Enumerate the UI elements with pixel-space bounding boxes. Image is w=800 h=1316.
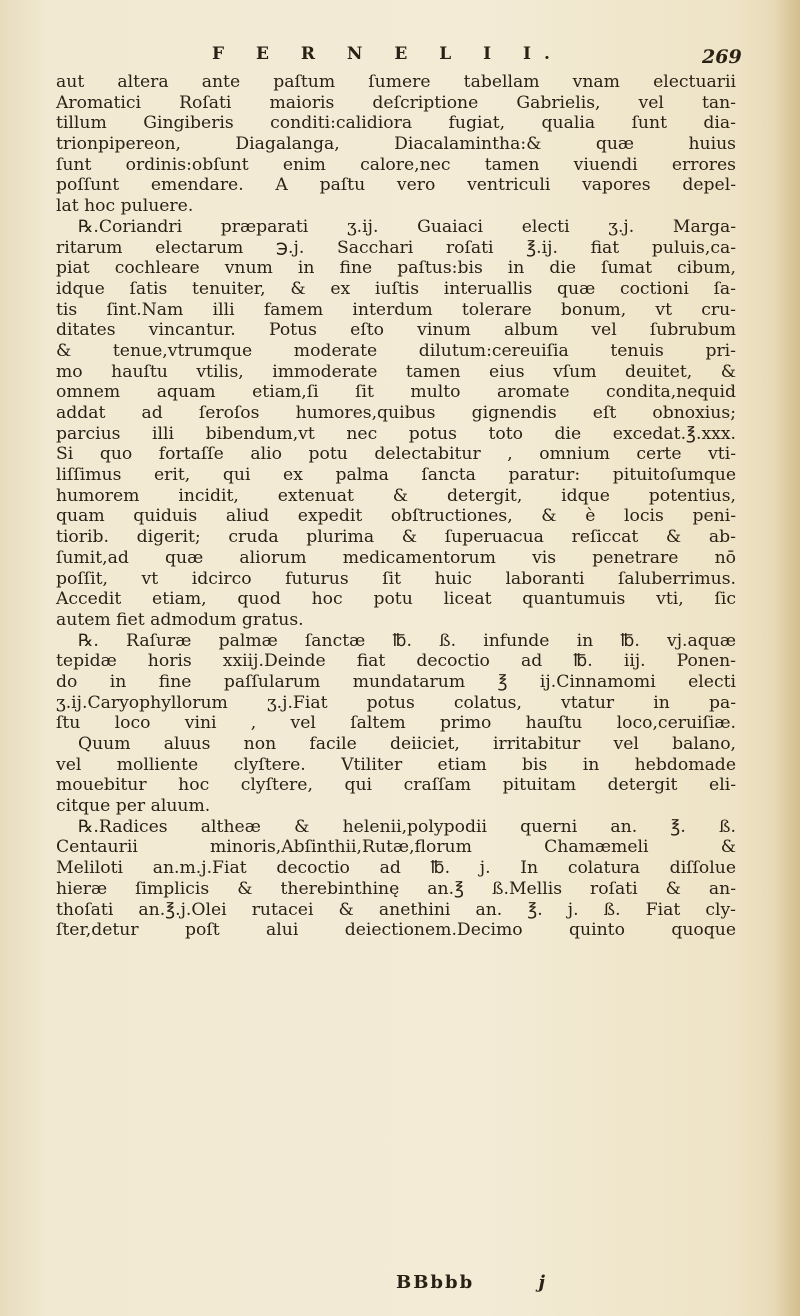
signature-mark [396, 1272, 547, 1293]
text-line: trionpipereon, Diagalanga, Diacalamintha:& quæ huius [56, 134, 736, 155]
text-line: addat ad ſeroſos humores,quibus gignendis eſt obnoxius; [56, 403, 736, 423]
text-line: Accedit etiam, quod hoc potu liceat quantumuis vti, ſic [56, 589, 736, 610]
text-line: piat cochleare vnum in fine paſtus:bis in die ſumat cibum, [56, 258, 736, 279]
text-line: do in fine paſſularum mundatarum ℥ ij.Cinnamomi electi [56, 671, 736, 692]
text-line: parcius illi bibendum,vt nec potus toto die excedat.℥.xxx. [56, 423, 736, 444]
text-line: idque ſatis tenuiter, & ex iuſtis interuallis quæ coctioni ſa- [56, 278, 736, 299]
recipe-line: ℞. Raſuræ palmæ ſanctæ ℔. ß. infunde in ℔. vj.aquæ [78, 630, 736, 651]
text-line: citque per aluum. [56, 796, 211, 817]
text-line: vel molliente clyſtere. Vtiliter etiam bis in hebdomade [56, 754, 736, 775]
text-line: Quum aluus non facile deiiciet, irritabitur vel balano, [78, 734, 736, 754]
text-line: tillum Gingiberis conditi:calidiora fugiat, qualia ſunt dia- [56, 113, 736, 134]
text-line: ſunt ordinis:obſunt enim calore,nec tamen viuendi errores [56, 154, 736, 175]
text-line: omnem aquam etiam,ſi ſit multo aromate condita,nequid [56, 382, 736, 403]
text-line: autem fiet admodum gratus. [56, 609, 304, 630]
text-line: ʒ.ij.Caryophyllorum ʒ.j.Fiat potus colatus, vtatur in pa- [56, 692, 736, 713]
text-line: quam quiduis aliud expedit obſtructiones, & è locis peni- [56, 506, 736, 527]
text-line: humorem incidit, extenuat & detergit, idque potentius, [56, 485, 736, 506]
recipe-line: ℞.Radices altheæ & helenii,polypodii querni an. ℥. ß. [78, 816, 736, 837]
text-line: mo hauſtu vtilis, immoderate tamen eius vſum deuitet, & [56, 361, 736, 382]
text-line: ditates vincantur. Potus eſto vinum album vel ſubrubum [56, 320, 736, 341]
text-line: liſſimus erit, qui ex palma ſancta paratur: pituitoſumque [56, 465, 736, 486]
text-line: Meliloti an.m.j.Fiat decoctio ad ℔. j. In colatura diſſolue [56, 858, 736, 879]
text-line: Si quo fortaſſe alio potu delectabitur , omnium certe vti- [56, 444, 736, 465]
text-line: tiorib. digerit; cruda plurima & ſuperuacua reſiccat & ab- [56, 527, 736, 548]
text-line: Aromatici Roſati maioris deſcriptione Gabrielis, vel tan- [56, 92, 736, 113]
running-head [0, 40, 800, 70]
text-line: lat hoc puluere. [56, 196, 194, 217]
recipe-line: ℞.Coriandri præparati ʒ.ij. Guaiaci electi ʒ.j. Marga- [78, 216, 736, 237]
text-line: aut altera ante paſtum ſumere tabellam vnam electuarii [56, 72, 736, 92]
text-line: ſtu loco vini , vel ſaltem primo hauſtu loco,ceruiſiæ. [56, 713, 736, 734]
text-line: poſſunt emendare. A paſtu vero ventriculi vapores depel- [56, 175, 736, 196]
text-line: tepidæ horis xxiij.Deinde fiat decoctio ad ℔. iij. Ponen- [56, 651, 736, 672]
page-edge-shadow [774, 0, 800, 1316]
text-line: & tenue,vtrumque moderate dilutum:cereuiſia tenuis pri- [56, 340, 736, 361]
text-line: ſumit,ad quæ aliorum medicamentorum vis penetrare nō [56, 547, 736, 568]
text-line: mouebitur hoc clyſtere, qui craſſam pituitam detergit eli- [56, 775, 736, 796]
running-title: F E R N E L I I. [212, 44, 563, 64]
text-line: hieræ ſimplicis & therebinthinę an.℥ ß.Mellis roſati & an- [56, 878, 736, 899]
text-line: ritarum electarum ℈.j. Sacchari roſati ℥.ij. fiat puluis,ca- [56, 237, 736, 258]
body-text [56, 72, 736, 941]
text-line: tis ſint.Nam illi famem interdum tolerare bonum, vt cru- [56, 299, 736, 320]
page-number: 269 [702, 46, 742, 68]
text-line: ſter,detur poſt alui deiectionem.Decimo quinto quoque [56, 920, 736, 941]
catchword: j [538, 1272, 547, 1293]
text-line: poſſit, vt idcirco futurus ſit huic laboranti ſaluberrimus. [56, 568, 736, 589]
text-line: thoſati an.℥.j.Olei rutacei & anethini an. ℥. j. ß. Fiat cly- [56, 899, 736, 920]
text-line: Centaurii minoris,Abſinthii,Rutæ,florum Chamæmeli & [56, 837, 736, 858]
signature-letters: BBbbb [396, 1272, 475, 1293]
